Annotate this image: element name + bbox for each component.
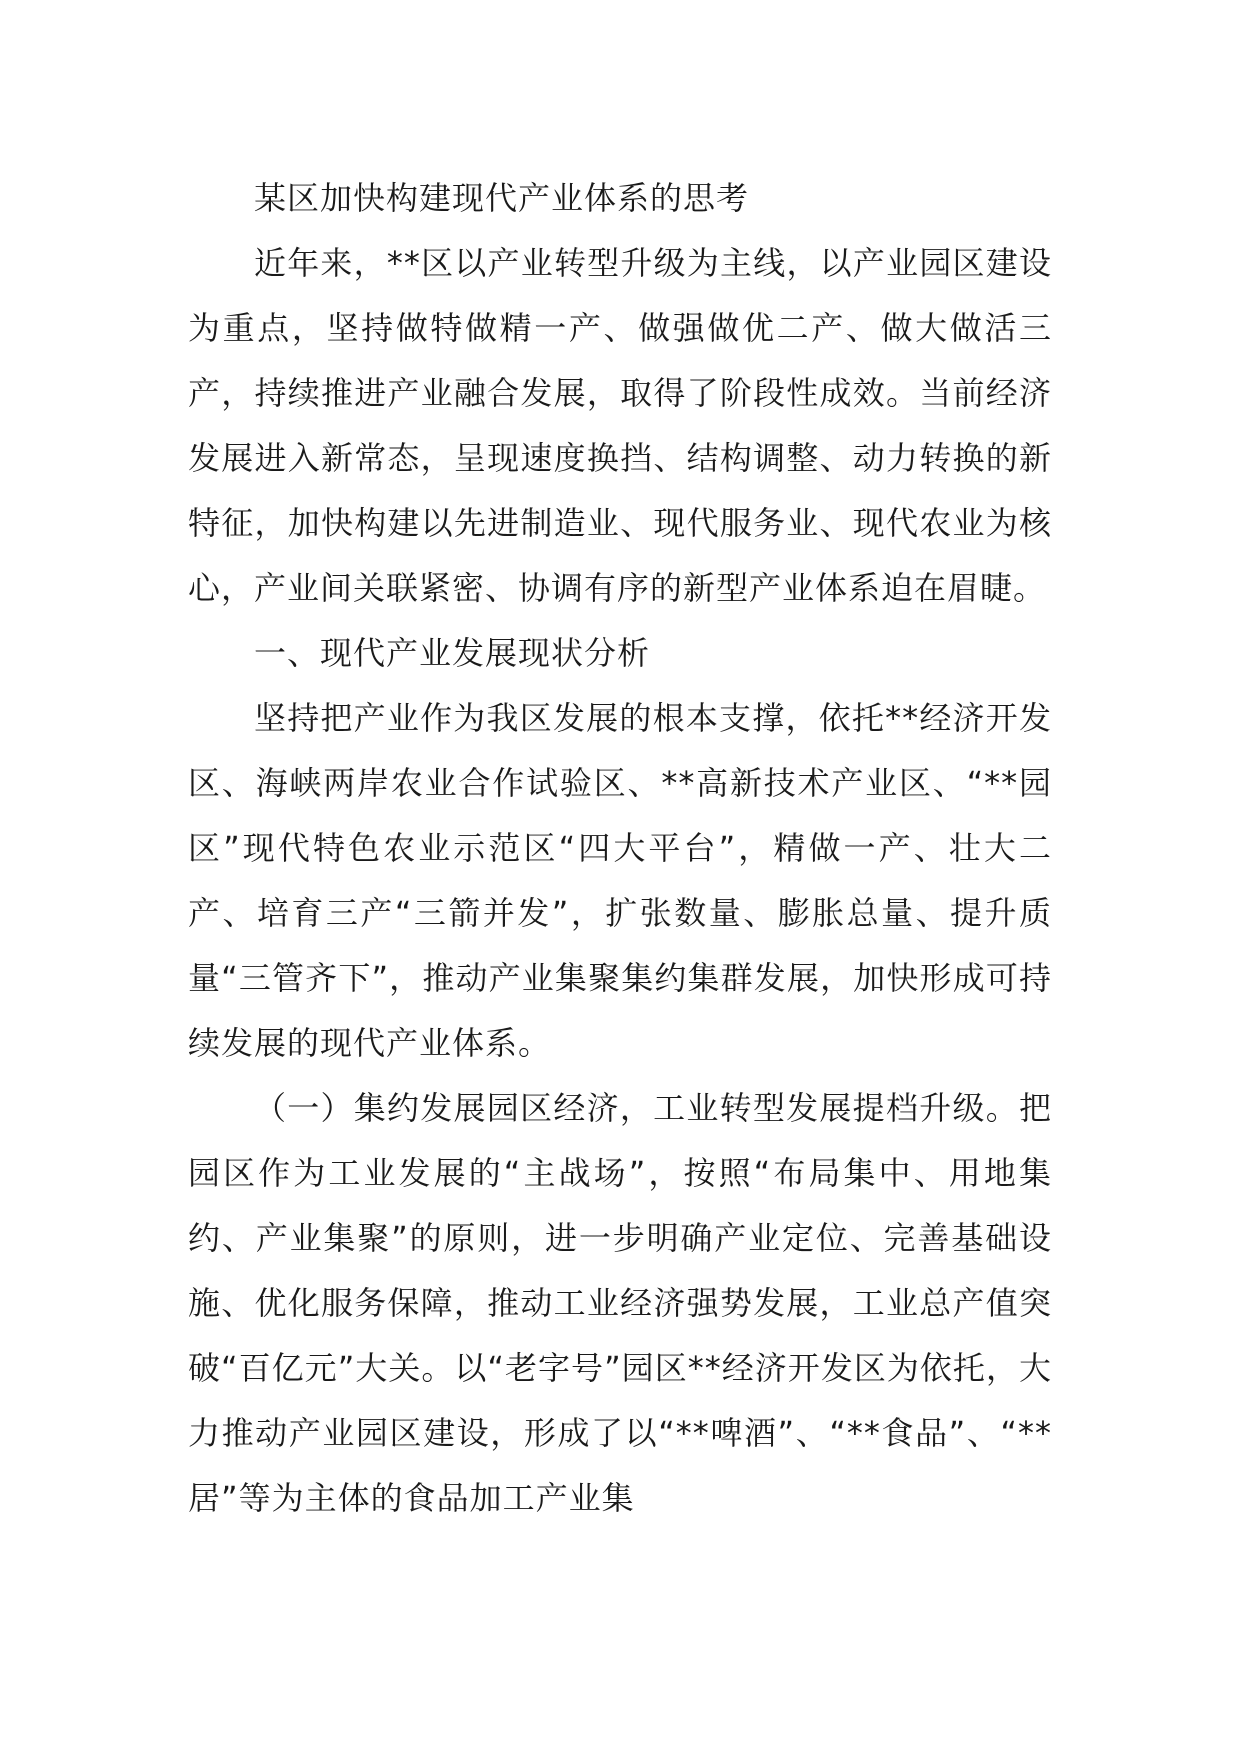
intro-paragraph: 近年来，**区以产业转型升级为主线，以产业园区建设为重点，坚持做特做精一产、做强做优二产、做大做活三产，持续推进产业融合发展，取得了阶段性成效。当前经济发展进入新常态，呈现速度换挡、结构调整、动力转换的新特征，加快构建以先进制造业、现代服务业、现代农业为核心，产业间关联紧密、协调有序的新型产业体系迫在眉睫。 bbox=[188, 244, 1052, 607]
section-1-heading: 一、现代产业发展现状分析 bbox=[254, 634, 651, 672]
subsection-1-paragraph: （一）集约发展园区经济，工业转型发展提档升级。把园区作为工业发展的“主战场”，按照“布局集中、用地集约、产业集聚”的原则，进一步明确产业定位、完善基础设施、优化服务保障，推动工业经济强势发展，工业总产值突破“百亿元”大关。以“老字号”园区**经济开发区为依托，大力推动产业园区建设，形成了以“**啤酒”、“**食品”、“**居”等为主体的食品加工产业集 bbox=[188, 1089, 1052, 1517]
section-1-paragraph: 坚持把产业作为我区发展的根本支撑，依托**经济开发区、海峡两岸农业合作试验区、**高新技术产业区、“**园区”现代特色农业示范区“四大平台”，精做一产、壮大二产、培育三产“三箭并发”，扩张数量、膨胀总量、提升质量“三管齐下”，推动产业集聚集约集群发展，加快形成可持续发展的现代产业体系。 bbox=[188, 699, 1052, 1062]
document-title: 某区加快构建现代产业体系的思考 bbox=[254, 179, 750, 217]
